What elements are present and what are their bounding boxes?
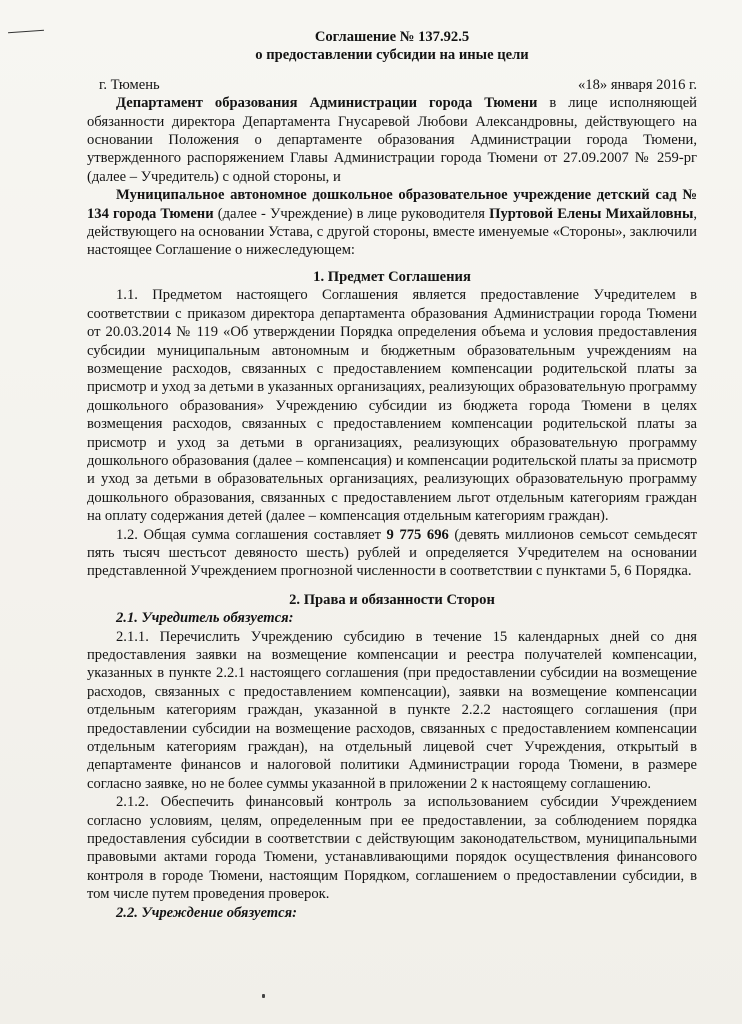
party1-name: Департамент образования Администрации города Тюмени (116, 95, 538, 112)
scan-speck (262, 994, 265, 998)
party2-head: Пуртовой Елены Михайловны (489, 205, 694, 222)
subsection-2-2: 2.2. Учреждение обязуется: (116, 904, 298, 921)
total-amount: 9 775 696 (386, 526, 449, 543)
clause-2-1-1: 2.1.1. Перечислить Учреждению субсидию в течение 15 календарных дней со дня предоставления заявки на возмещение компенсации и реестра получателей компенсации, указанных в пункте 2.2.1 настоящего соглашения (при предоставлении субсидии на возмещение расходов, связанных с предоставлением компенсации), заявки на возмещение компенсации отдельным категориям граждан, указанной в пункте 2.2.2 настоящего соглашения (при предоставлении субсидии на возмещение расходов, связанных с предоставлением компенсации отдельным категориям граждан), на отдельный лицевой счет Учреждения, открытый в департаменте финансов и налоговой политики Администрации города Тюмени, в размере согласно заявке, но не более суммы указанной в приложении 2 к настоящему соглашению. (87, 628, 697, 792)
document-body (87, 26, 697, 922)
clause-1-1: 1.1. Предметом настоящего Соглашения является предоставление Учредителем в соответствии с приказом директора департамента образования Администрации города Тюмени от 20.03.2014 № 119 «Об утверждении Порядка определения объема и условия предоставления субсидии муниципальным автономным и бюджетным образовательным учреждениям на возмещение расходов, связанных с предоставлением компенсации родительской платы за присмотр и уход за детьми в указанных организациях, реализующих образовательную программу дошкольного образования» Учреждению субсидии из бюджета города Тюмени в целях возмещения расходов, связанных с предоставлением компенсации родительской платы за присмотр и уход за детьми в организациях, реализующих образовательную программу дошкольного образования (далее – компенсация) и компенсации родительской платы за присмотр и уход за детьми в образовательных организациях, реализующих образовательную программу дошкольного образования, связанных с предоставлением льгот отдельным категориям граждан на оплату содержания детей (далее – компенсация отдельным категориям граждан). (87, 287, 697, 525)
city: г. Тюмень (99, 76, 160, 93)
clause-1-2: 1.2. Общая сумма соглашения составляет 9 775 696 (девять миллионов семьсот семьдесят пять тысяч шестьсот девяносто шесть) рублей и определяется Учредителем на основании представленной Учреждением прогнозной численности в соответствии с пунктами 5, 6 Порядка. (87, 526, 697, 580)
section1-heading: 1. Предмет Соглашения (313, 268, 471, 285)
place-date-line (87, 76, 697, 94)
clause-2-1-2: 2.1.2. Обеспечить финансовый контроль за использованием субсидии Учреждением согласно условиям, целям, определенным при ее предоставлении, за соблюдением порядка предоставления субсидии в соответствии с действующим законодательством, муниципальными правовыми актами города Тюмени, устанавливающими порядок осуществления финансового контроля в городе Тюмени, настоящим Порядком, соглашением о предоставлении субсидии, в том числе путем проведения проверок. (87, 794, 697, 903)
document-subtitle: о предоставлении субсидии на иные цели (255, 47, 529, 64)
section2-heading: 2. Права и обязанности Сторон (289, 591, 495, 608)
document-title: Соглашение № 137.92.5 (314, 29, 470, 45)
subsection-2-1: 2.1. Учредитель обязуется: (116, 610, 294, 627)
pen-mark (8, 30, 44, 34)
preamble-party2: Муниципальное автономное дошкольное образовательное учреждение детский сад № 134 города Тюмени (далее - Учреждение) в лице руководителя Пуртовой Елены Михайловны, действующего на основании Устава, с другой стороны, вместе именуемые «Стороны», заключили настоящее Соглашение о нижеследующем: (87, 187, 698, 259)
party2-name: Муниципальное автономное дошкольное образовательное учреждение детский сад № 134 города Тюмени (87, 187, 697, 222)
preamble-party1: Департамент образования Администрации города Тюмени в лице исполняющей обязанности директора Департамента Гнусаревой Любови Александровны, действующего на основании Положения о департаменте образования Администрации города Тюмени, утвержденного распоряжением Главы Администрации города Тюмени от 27.09.2007 № 259-рг (далее – Учредитель) с одной стороны, и (87, 95, 697, 185)
agreement-date: «18» января 2016 г. (577, 76, 697, 93)
